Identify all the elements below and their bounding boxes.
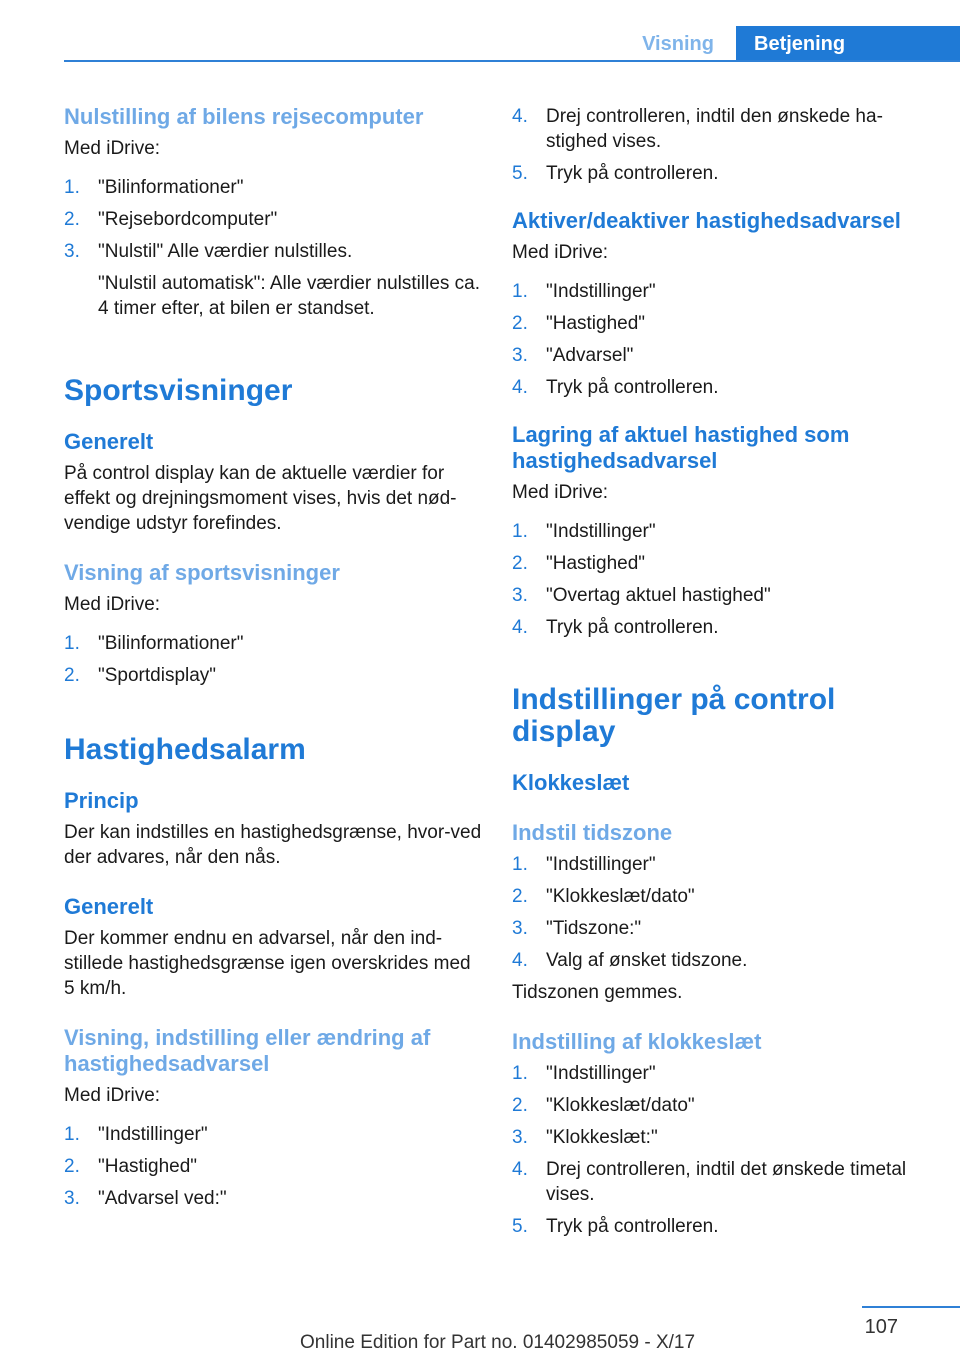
section-title: Lagring af aktuel hastighed som hastighedsadvarsel bbox=[512, 422, 850, 473]
section-title: Nulstilling af bilens rejsecomputer bbox=[64, 104, 424, 129]
tab-betjening[interactable]: Betjening bbox=[736, 26, 960, 62]
list-item: 2. "Klokkeslæt/dato" bbox=[512, 886, 695, 907]
step-list bbox=[512, 1061, 932, 1239]
list-item: 4. Tryk på controlleren. bbox=[512, 617, 719, 638]
list-item: 3. "Nulstil" Alle værdier nulstilles. bbox=[64, 241, 353, 262]
section-title: Visning af sportsvisninger bbox=[64, 560, 340, 585]
list-item: 3. "Tidszone:" bbox=[512, 918, 642, 939]
intro-text: Med iDrive: bbox=[512, 482, 609, 503]
list-item: 1. "Indstillinger" bbox=[512, 854, 656, 875]
step-list bbox=[64, 175, 484, 264]
list-item: 5. Tryk på controlleren. bbox=[512, 1216, 719, 1237]
list-item: 3. "Advarsel" bbox=[512, 345, 634, 366]
step-list bbox=[512, 104, 932, 186]
list-item: 3. "Advarsel ved:" bbox=[64, 1188, 227, 1209]
chapter-title: Hastighedsalarm bbox=[64, 733, 306, 766]
list-item: 1. "Indstillinger" bbox=[512, 521, 656, 542]
body-text: Der kommer endnu en advarsel, når den ind-stillede hastighedsgrænse igen overskrides med 5 km/h. bbox=[64, 928, 471, 999]
list-item: 4. Drej controlleren, indtil det ønskede timetal vises. bbox=[512, 1159, 907, 1205]
note-text: Tidszonen gemmes. bbox=[512, 982, 683, 1003]
list-item: 3. "Overtag aktuel hastighed" bbox=[512, 585, 771, 606]
page-number: 107 bbox=[864, 1316, 898, 1338]
list-item: 2. "Klokkeslæt/dato" bbox=[512, 1095, 695, 1116]
intro-text: Med iDrive: bbox=[512, 242, 609, 263]
section-title: Klokkeslæt bbox=[512, 770, 630, 795]
step-list bbox=[512, 852, 932, 973]
step-list bbox=[64, 631, 484, 688]
list-item: 5. Tryk på controlleren. bbox=[512, 163, 719, 184]
chapter-title: Sportsvisninger bbox=[64, 374, 293, 407]
list-item: 2. "Hastighed" bbox=[64, 1156, 198, 1177]
edition-footer: Online Edition for Part no. 01402985059 - X/17 bbox=[300, 1332, 696, 1353]
list-item: 4. Drej controlleren, indtil den ønskede ha-stighed vises. bbox=[512, 106, 883, 152]
list-item: 1. "Bilinformationer" bbox=[64, 177, 244, 198]
intro-text: Med iDrive: bbox=[64, 138, 161, 159]
section-title: Visning, indstilling eller ændring af hastighedsadvarsel bbox=[64, 1025, 431, 1076]
footer-divider bbox=[862, 1306, 960, 1308]
list-item: 1. "Indstillinger" bbox=[64, 1124, 208, 1145]
list-item: 2. "Rejsebordcomputer" bbox=[64, 209, 278, 230]
step-list bbox=[512, 519, 932, 640]
body-text: På control display kan de aktuelle værdier for effekt og drejningsmoment vises, hvis det nød-vendige udstyr forefindes. bbox=[64, 463, 457, 534]
section-title: Indstil tidszone bbox=[512, 820, 673, 845]
list-item: 4. Valg af ønsket tidszone. bbox=[512, 950, 748, 971]
list-item: 1. "Bilinformationer" bbox=[64, 633, 244, 654]
list-item: 4. Tryk på controlleren. bbox=[512, 377, 719, 398]
chapter-title: Indstillinger på control display bbox=[512, 683, 836, 748]
section-title: Generelt bbox=[64, 894, 154, 919]
section-title: Generelt bbox=[64, 429, 154, 454]
section-title: Indstilling af klokkeslæt bbox=[512, 1029, 762, 1054]
left-column bbox=[64, 100, 484, 1218]
intro-text: Med iDrive: bbox=[64, 594, 161, 615]
section-title: Aktiver/deaktiver hastighedsadvarsel bbox=[512, 208, 901, 233]
step-list bbox=[64, 1122, 484, 1211]
body-text: Der kan indstilles en hastighedsgrænse, hvor-ved der advares, når den nås. bbox=[64, 822, 482, 868]
list-item: 2. "Sportdisplay" bbox=[64, 665, 217, 686]
list-item: 2. "Hastighed" bbox=[512, 313, 646, 334]
step-list bbox=[512, 279, 932, 400]
list-item: 1. "Indstillinger" bbox=[512, 281, 656, 302]
list-item: 2. "Hastighed" bbox=[512, 553, 646, 574]
tab-visning[interactable]: Visning bbox=[642, 32, 714, 55]
note-text: "Nulstil automatisk": Alle værdier nulstilles ca. 4 timer efter, at bilen er standset. bbox=[98, 273, 481, 319]
list-item: 1. "Indstillinger" bbox=[512, 1063, 656, 1084]
header-divider bbox=[64, 60, 960, 62]
right-column bbox=[512, 100, 932, 1246]
intro-text: Med iDrive: bbox=[64, 1085, 161, 1106]
section-title: Princip bbox=[64, 788, 139, 813]
list-item: 3. "Klokkeslæt:" bbox=[512, 1127, 658, 1148]
